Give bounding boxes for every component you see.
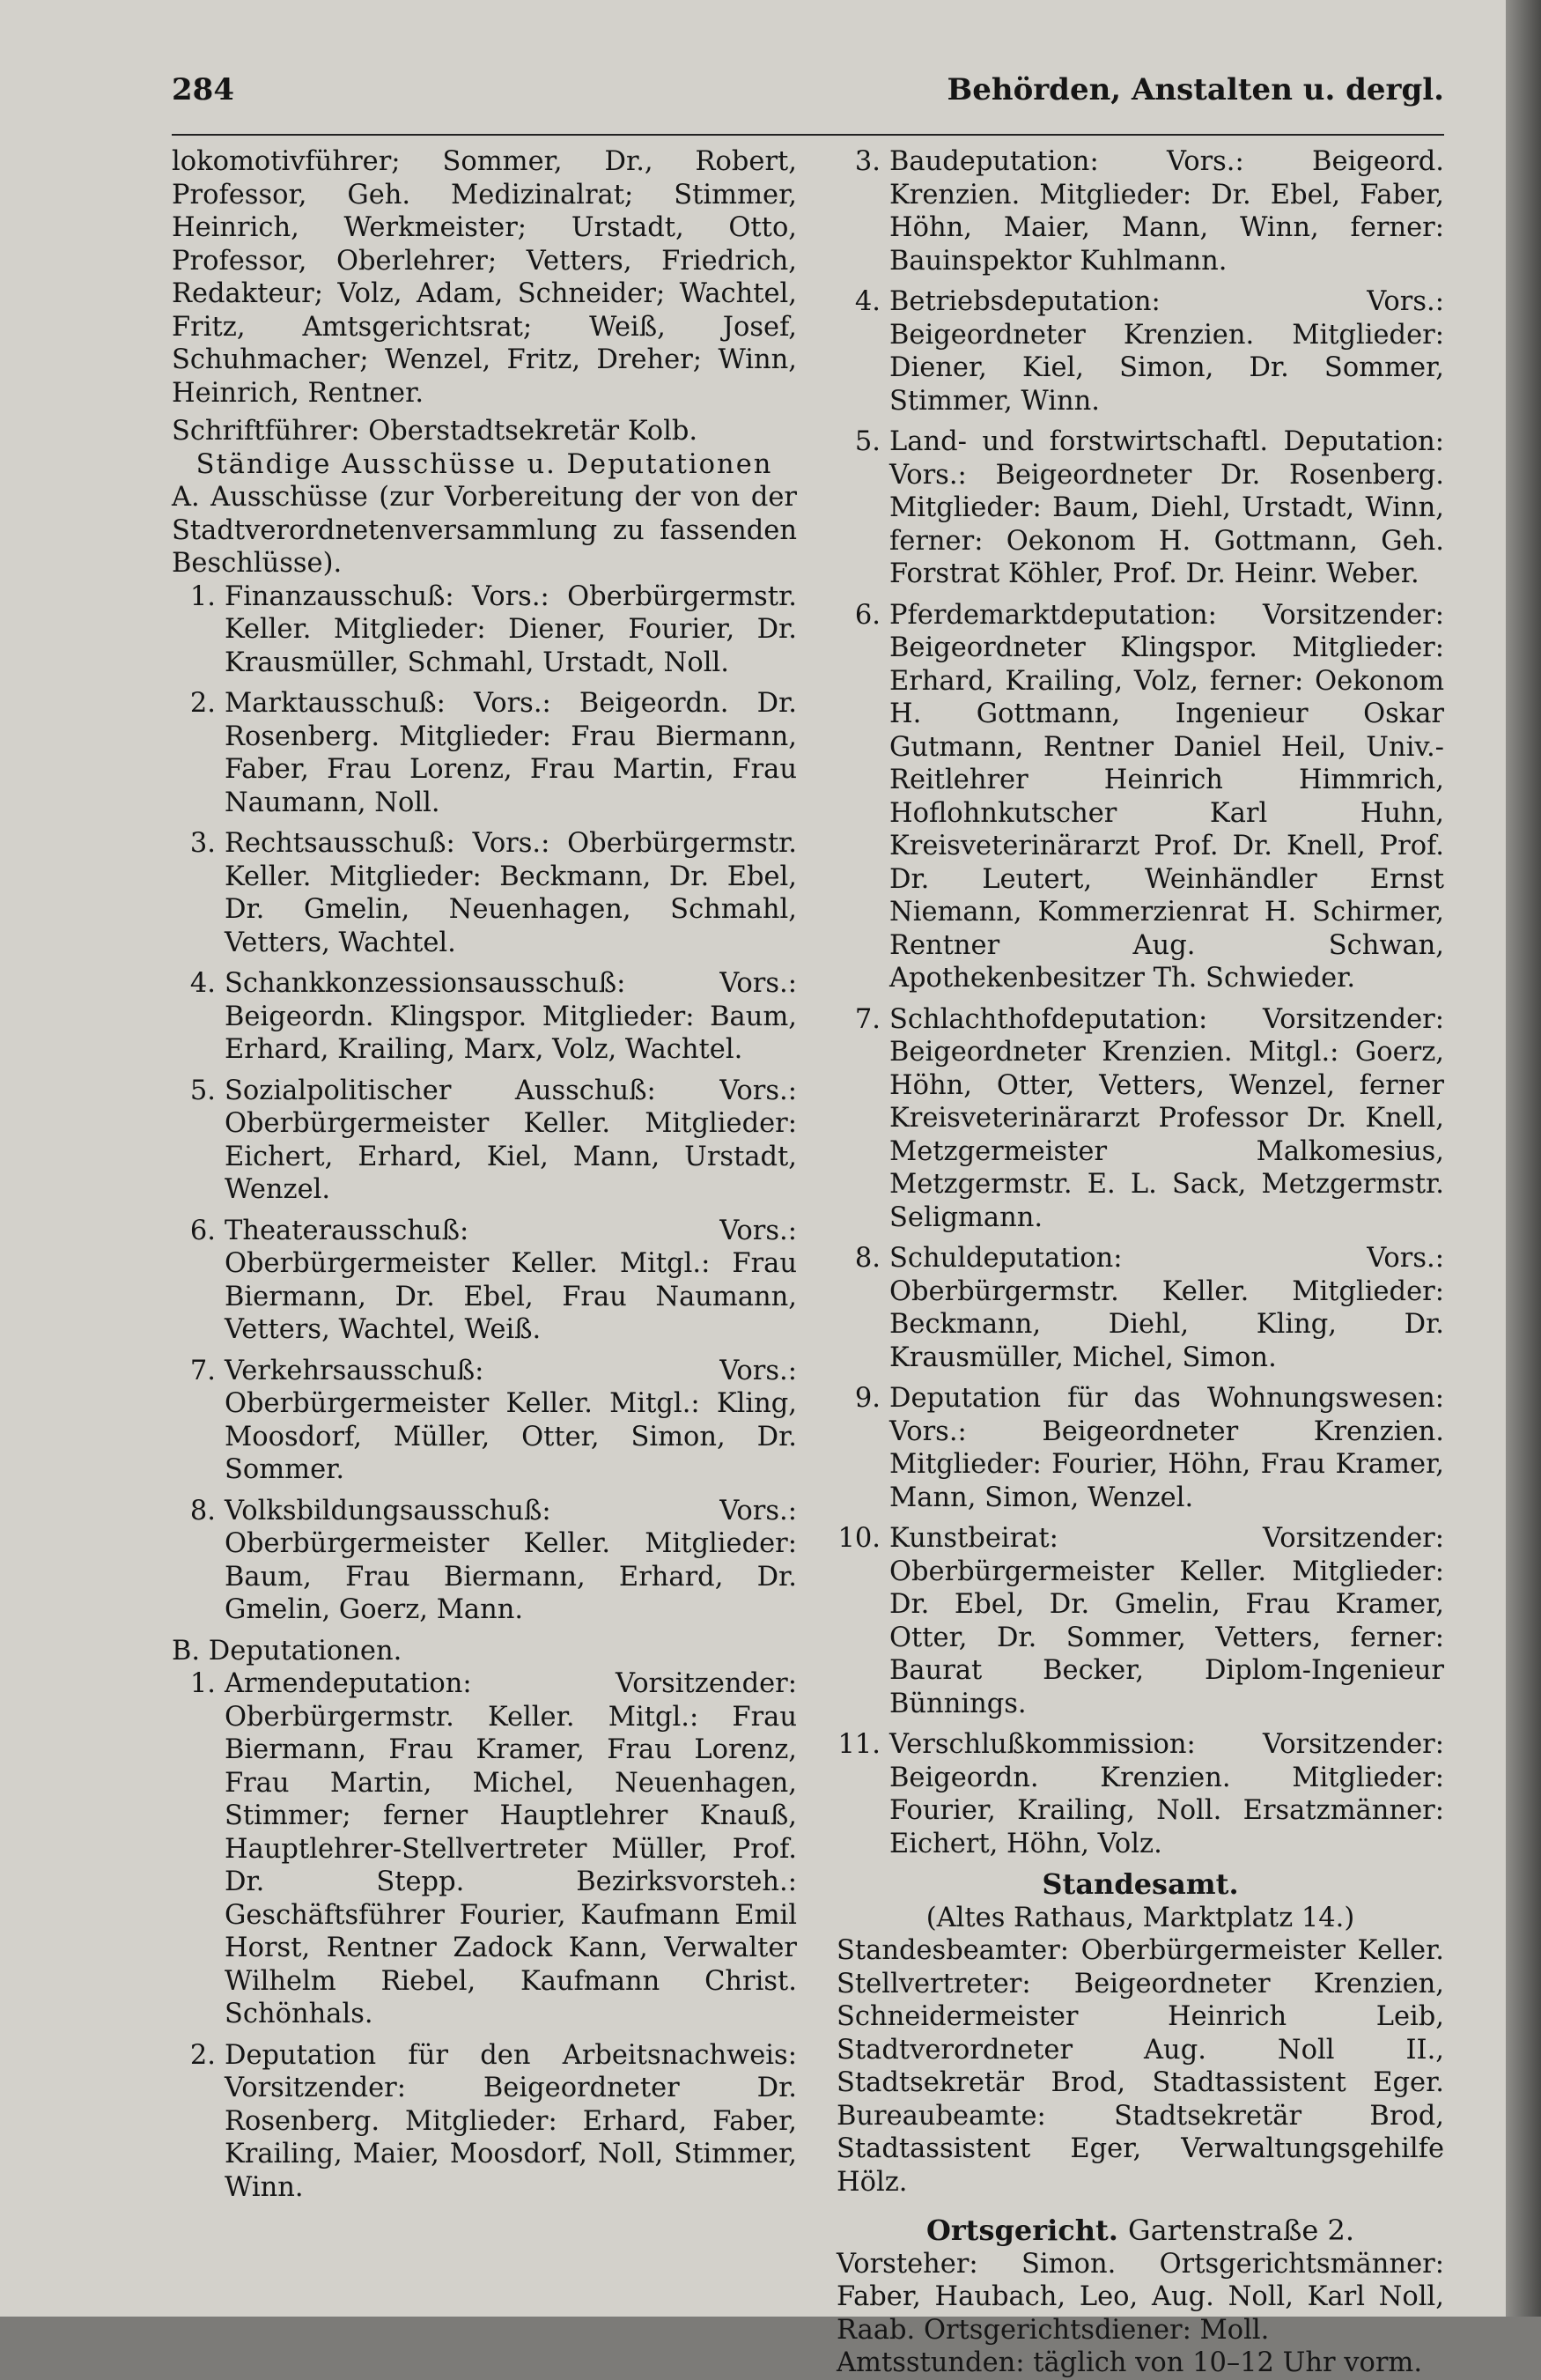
ortsgericht-address: Gartenstraße 2. (1128, 2214, 1355, 2247)
committee-entry (172, 1355, 797, 1487)
ortsgericht-text: Vorsteher: Simon. Ortsgerichtsmänner: Faber, Haubach, Leo, Aug. Noll, Karl Noll, Raab. Ortsgerichtsdiener: Moll. (837, 2248, 1444, 2346)
ortsgericht-heading (837, 2214, 1444, 2248)
page-header (172, 72, 1444, 125)
deputation-entry (837, 1242, 1444, 1374)
entry-text: Schlachthofdeputation: Vorsitzender: Beigeordneter Krenzien. Mitgl.: Goerz, Höhn, Otter, Vetters, Wenzel, ferner Kreisveterinärarzt Professor Dr. Knell, Metzgermeister Malkomesius, Metzgermstr. E. L. Sack, Metzgermstr. Seligmann. (889, 1003, 1444, 1233)
entry-number: 6. (854, 599, 881, 631)
standesamt-text: Standesbeamter: Oberbürgermeister Keller. Stellvertreter: Beigeordneter Krenzien, Schneidermeister Heinrich Leib, Stadtverordneter Aug. Noll II., Stadtsekretär Brod, Stadtassistent Eger. Bureaubeamte: Stadtsekretär Brod, Stadtassistent Eger, Verwaltungsgehilfe Hölz. (837, 1935, 1444, 2198)
entry-number: 2. (189, 2039, 216, 2071)
entry-number: 8. (189, 1495, 216, 1526)
deputation-entry (837, 1522, 1444, 1720)
entry-text: Armendeputation: Vorsitzender: Oberbürgermstr. Keller. Mitgl.: Frau Biermann, Frau Kramer, Frau Lorenz, Frau Martin, Michel, Neuenhagen, Stimmer; ferner Hauptlehrer Knauß, Hauptlehrer-Stellvertreter Müller, Prof. Dr. Stepp. Bezirksvorsteh.: Geschäftsführer Fourier, Kaufmann Emil Horst, Rentner Zadock Kann, Verwalter Wilhelm Riebel, Kaufmann Christ. Schönhals. (225, 1668, 797, 2029)
entry-number: 4. (854, 286, 881, 317)
committee-entry (172, 687, 797, 819)
entry-number: 3. (189, 828, 216, 859)
entry-text: Kunstbeirat: Vorsitzender: Oberbürgermeister Keller. Mitglieder: Dr. Ebel, Dr. Gmelin, Frau Kramer, Otter, Dr. Sommer, Vetters, ferner: Baurat Becker, Diplom-Ingenieur Bünnings. (889, 1523, 1444, 1719)
entry-text: Deputation für das Wohnungswesen: Vors.: Beigeordneter Krenzien. Mitglieder: Fourier, Höhn, Frau Kramer, Mann, Simon, Wenzel. (889, 1383, 1444, 1513)
entry-text: Schankkonzessionsausschuß: Vors.: Beigeordn. Klingspor. Mitglieder: Baum, Erhard, Krailing, Marx, Volz, Wachtel. (225, 968, 797, 1065)
standesamt-heading: Standesamt. (1042, 1867, 1239, 1901)
entry-text: Baudeputation: Vors.: Beigeord. Krenzien. Mitglieder: Dr. Ebel, Faber, Höhn, Maier, Mann, Winn, ferner: Bauinspektor Kuhlmann. (889, 146, 1444, 277)
entry-text: Land- und forstwirtschaftl. Deputation: Vors.: Beigeordneter Dr. Rosenberg. Mitglieder: Baum, Diehl, Urstadt, Winn, ferner: Oekonom H. Gottmann, Geh. Forstrat Köhler, Prof. Dr. Heinr. Weber. (889, 426, 1444, 589)
deputation-entry (837, 599, 1444, 995)
entry-text: Pferdemarktdeputation: Vorsitzender: Beigeordneter Klingspor. Mitglieder: Erhard, Krailing, Volz, ferner: Oekonom H. Gottmann, Ingenieur Oskar Gutmann, Rentner Daniel Heil, Univ.-Reitlehrer Heinrich Himmrich, Hoflohnkutscher Karl Huhn, Kreisveterinärarzt Prof. Dr. Knell, Prof. Dr. Leutert, Weinhändler Ernst Niemann, Kommerzienrat H. Schirmer, Rentner Aug. Schwan, Apothekenbesitzer Th. Schwieder. (889, 599, 1444, 994)
running-title: Behörden, Anstalten u. dergl. (947, 72, 1444, 107)
deputation-entry (837, 425, 1444, 591)
committee-entry (172, 967, 797, 1067)
entry-number: 8. (854, 1243, 881, 1274)
entry-text: Volksbildungsausschuß: Vors.: Oberbürgermeister Keller. Mitglieder: Baum, Frau Biermann, Erhard, Dr. Gmelin, Goerz, Mann. (225, 1495, 797, 1625)
entry-number: 9. (854, 1383, 881, 1414)
committee-entry (172, 1075, 797, 1207)
entry-text: Rechtsausschuß: Vors.: Oberbürgermstr. Keller. Mitglieder: Beckmann, Dr. Ebel, Dr. Gmelin, Neuenhagen, Schmahl, Vetters, Wachtel. (225, 828, 797, 958)
deputation-entry (837, 1003, 1444, 1235)
deputation-entry (172, 1667, 797, 2031)
entry-number: 4. (189, 968, 216, 999)
ortsgericht-title: Ortsgericht. (925, 2214, 1118, 2247)
entry-number: 7. (854, 1003, 881, 1035)
left-column (172, 145, 797, 2212)
entry-text: Verkehrsausschuß: Vors.: Oberbürgermeister Keller. Mitgl.: Kling, Moosdorf, Müller, Otter, Simon, Dr. Sommer. (225, 1355, 797, 1485)
continued-member-list: lokomotivführer; Sommer, Dr., Robert, Professor, Geh. Medizinalrat; Stimmer, Heinrich, Werkmeister; Urstadt, Otto, Professor, Oberlehrer; Vetters, Friedrich, Redakteur; Volz, Adam, Schneider; Wachtel, Fritz, Amtsgerichtsrat; Weiß, Josef, Schuhmacher; Wenzel, Fritz, Dreher; Winn, Heinrich, Rentner. (172, 146, 797, 409)
entry-number: 5. (854, 426, 881, 457)
header-rule (172, 134, 1444, 136)
page-number: 284 (172, 72, 234, 107)
deputation-entry (837, 145, 1444, 277)
entry-number: 10. (837, 1523, 881, 1554)
entry-text: Marktausschuß: Vors.: Beigeordn. Dr. Rosenberg. Mitglieder: Frau Biermann, Faber, Frau Lorenz, Frau Martin, Frau Naumann, Noll. (225, 688, 797, 818)
office-hours: Amtsstunden: täglich von 10–12 Uhr vorm. (837, 2347, 1423, 2378)
right-column (837, 145, 1444, 2380)
entry-text: Sozialpolitischer Ausschuß: Vors.: Oberbürgermeister Keller. Mitglieder: Eichert, Erhard, Kiel, Mann, Urstadt, Wenzel. (225, 1075, 797, 1205)
entry-number: 7. (189, 1355, 216, 1386)
entry-number: 2. (189, 688, 216, 719)
deputation-entry (837, 285, 1444, 418)
entry-number: 6. (189, 1215, 216, 1246)
entry-text: Betriebsdeputation: Vors.: Beigeordneter Krenzien. Mitglieder: Diener, Kiel, Simon, Dr. Sommer, Stimmer, Winn. (889, 286, 1444, 417)
entry-number: 1. (189, 580, 216, 612)
deputation-entry (837, 1382, 1444, 1514)
book-edge (1506, 0, 1541, 2317)
deputation-entry (837, 1728, 1444, 1860)
deputation-entry (172, 2039, 797, 2205)
entry-number: 1. (189, 1668, 216, 1699)
section-a-heading: A. Ausschüsse (zur Vorbereitung der von der Stadtverordnetenversammlung zu fassenden Beschlüsse). (172, 482, 797, 579)
standesamt-address: (Altes Rathaus, Marktplatz 14.) (925, 1902, 1355, 1933)
entry-text: Verschlußkommission: Vorsitzender: Beigeordn. Krenzien. Mitglieder: Fourier, Krailing, Noll. Ersatzmänner: Eichert, Höhn, Volz. (889, 1729, 1444, 1859)
entry-text: Schuldeputation: Vors.: Oberbürgermstr. Keller. Mitglieder: Beckmann, Diehl, Kling, Dr. Krausmüller, Michel, Simon. (889, 1243, 1444, 1373)
committee-entry (172, 827, 797, 959)
committee-entry (172, 1495, 797, 1627)
section-title: Ständige Ausschüsse u. Deputationen (195, 448, 773, 480)
entry-text: Finanzausschuß: Vors.: Oberbürgermstr. Keller. Mitglieder: Diener, Fourier, Dr. Krausmüller, Schmahl, Urstadt, Noll. (225, 580, 797, 678)
secretary-line: Schriftführer: Oberstadtsekretär Kolb. (172, 416, 698, 447)
committee-entry (172, 1215, 797, 1347)
entry-number: 5. (189, 1075, 216, 1106)
entry-text: Deputation für den Arbeitsnachweis: Vorsitzender: Beigeordneter Dr. Rosenberg. Mitglieder: Erhard, Faber, Krailing, Maier, Moosdorf, Noll, Stimmer, Winn. (225, 2039, 797, 2203)
entry-number: 11. (837, 1729, 881, 1760)
section-b-heading: B. Deputationen. (172, 1635, 402, 1667)
entry-text: Theaterausschuß: Vors.: Oberbürgermeister Keller. Mitgl.: Frau Biermann, Dr. Ebel, Frau Naumann, Vetters, Wachtel, Weiß. (225, 1215, 797, 1345)
entry-number: 3. (854, 146, 881, 177)
committee-entry (172, 580, 797, 680)
